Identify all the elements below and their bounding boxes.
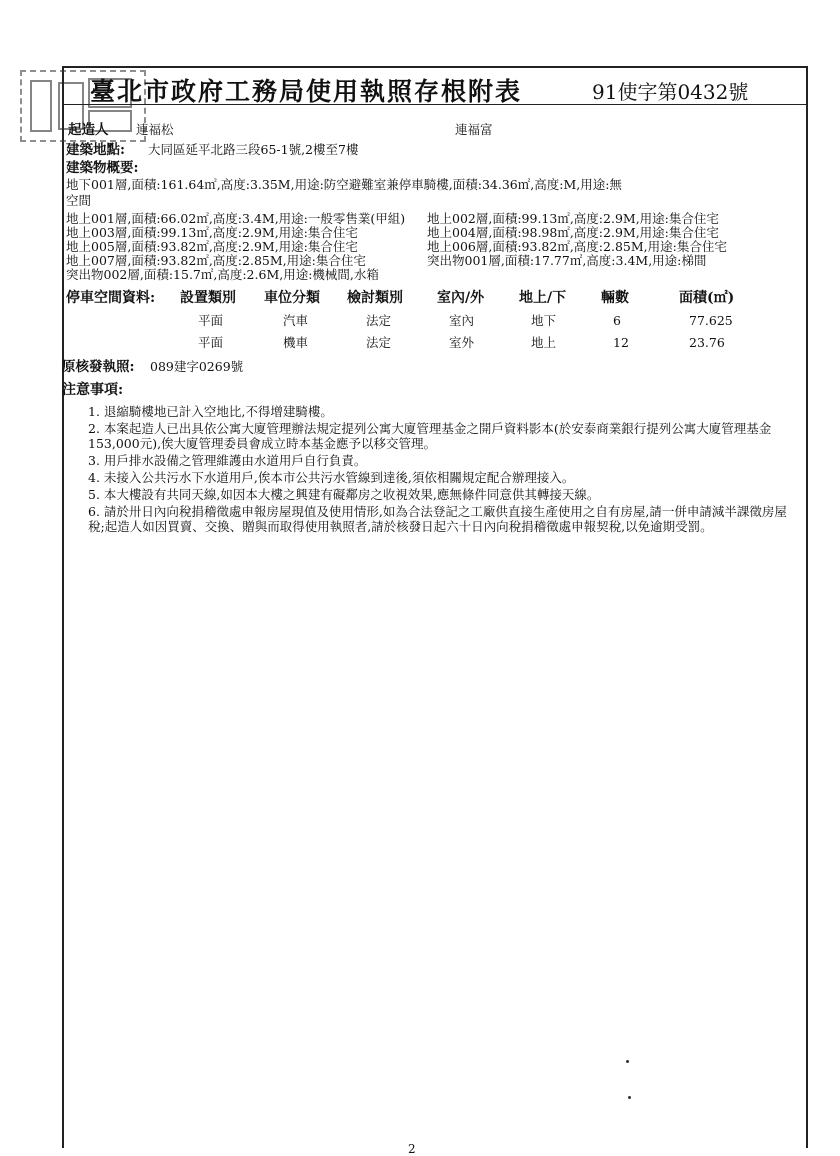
scan-speck	[628, 1096, 631, 1099]
permit-number: 91使字第0432號	[592, 80, 749, 104]
original-permit-value: 089建字0269號	[150, 359, 244, 374]
parking-row-1-type: 平面	[198, 313, 224, 328]
parking-row-1-review: 法定	[366, 313, 392, 328]
parking-row-2-class: 機車	[283, 335, 309, 350]
original-permit-label: 原核發執照:	[62, 359, 135, 375]
floor-right-2: 地上004層,面積:98.98㎡,高度:2.9M,用途:集合住宅	[427, 225, 719, 240]
parking-row-1-level: 地下	[531, 313, 557, 328]
note-item: 3. 用戶排水設備之管理維護由水道用戶自行負責。	[88, 453, 367, 468]
floor-left-2: 地上003層,面積:99.13㎡,高度:2.9M,用途:集合住宅	[66, 225, 358, 240]
parking-header-level: 地上/下	[519, 290, 567, 306]
parking-row-2-type: 平面	[198, 335, 224, 350]
parking-header-type: 設置類別	[180, 290, 236, 306]
floor-left-4: 地上007層,面積:93.82㎡,高度:2.85M,用途:集合住宅	[66, 253, 366, 268]
note-item: 1. 退縮騎樓地已計入空地比,不得增建騎樓。	[88, 404, 333, 419]
overview-label: 建築物概要:	[66, 160, 139, 176]
floor-right-3: 地上006層,面積:93.82㎡,高度:2.85M,用途:集合住宅	[427, 239, 727, 254]
floor-right-1: 地上002層,面積:99.13㎡,高度:2.9M,用途:集合住宅	[427, 211, 719, 226]
scan-speck	[626, 1060, 629, 1063]
parking-header-class: 車位分類	[264, 290, 320, 306]
parking-label: 停車空間資料:	[66, 290, 156, 306]
parking-row-1-class: 汽車	[283, 313, 309, 328]
site-label: 建築地點:	[66, 142, 125, 158]
parking-header-review: 檢討類別	[347, 290, 403, 306]
floor-left-3: 地上005層,面積:93.82㎡,高度:2.9M,用途:集合住宅	[66, 239, 358, 254]
owner-name-2: 連福富	[455, 122, 493, 137]
owner-label: 起造人	[68, 122, 109, 138]
floor-right-4: 突出物001層,面積:17.77㎡,高度:3.4M,用途:梯間	[427, 253, 707, 268]
parking-row-2-count: 12	[613, 335, 629, 350]
note-item: 6. 請於卅日內向稅捐稽徵處申報房屋現值及使用情形,如為合法登記之工廠供直接生產使用之自有房屋,請一併申請減半課徵房屋稅;起造人如因買賣、交換、贈與而取得使用執照者,請於核發日起六十日內向稅捐稽徵處申報契稅,以免逾期受罰。	[88, 504, 787, 534]
parking-row-2-area: 23.76	[689, 335, 725, 350]
parking-row-1-area: 77.625	[689, 313, 733, 328]
basement-info: 地下001層,面積:161.64㎡,高度:3.35M,用途:防空避難室兼停車騎樓,面積:34.36㎡,高度:M,用途:無	[66, 177, 622, 192]
owner-name-1: 連福松	[136, 122, 174, 137]
document-title: 臺北市政府工務局使用執照存根附表	[90, 77, 523, 106]
parking-header-count: 輛數	[601, 290, 629, 306]
basement-info-cont: 空間	[66, 193, 92, 208]
site-address: 大同區延平北路三段65-1號,2樓至7樓	[148, 142, 359, 157]
note-item: 5. 本大樓設有共同天線,如因本大樓之興建有礙鄰房之收視效果,應無條件同意供其轉接天線。	[88, 487, 600, 502]
floor-left-5: 突出物002層,面積:15.7㎡,高度:2.6M,用途:機械間,水箱	[66, 267, 379, 282]
note-item: 2. 本案起造人已出具依公寓大廈管理辦法規定提列公寓大廈管理基金之開戶資料影本(於安泰商業銀行提列公寓大廈管理基金153,000元),俟大廈管理委員會成立時本基金應予以移交管理。	[88, 421, 772, 451]
parking-header-inout: 室內/外	[437, 290, 485, 306]
parking-row-1-count: 6	[613, 313, 621, 328]
notes-label: 注意事項:	[62, 382, 124, 398]
floor-left-1: 地上001層,面積:66.02㎡,高度:3.4M,用途:一般零售業(甲組)	[66, 211, 406, 226]
notes-list	[74, 404, 790, 536]
parking-row-2-level: 地上	[531, 335, 557, 350]
parking-header-area: 面積(㎡)	[679, 290, 735, 306]
title-divider	[62, 104, 806, 105]
page-number: 2	[408, 1142, 416, 1156]
parking-row-2-review: 法定	[366, 335, 392, 350]
parking-row-1-inout: 室內	[449, 313, 475, 328]
parking-row-2-inout: 室外	[449, 335, 475, 350]
note-item: 4. 未接入公共污水下水道用戶,俟本市公共污水管線到達後,須依相關規定配合辦理接入。	[88, 470, 575, 485]
